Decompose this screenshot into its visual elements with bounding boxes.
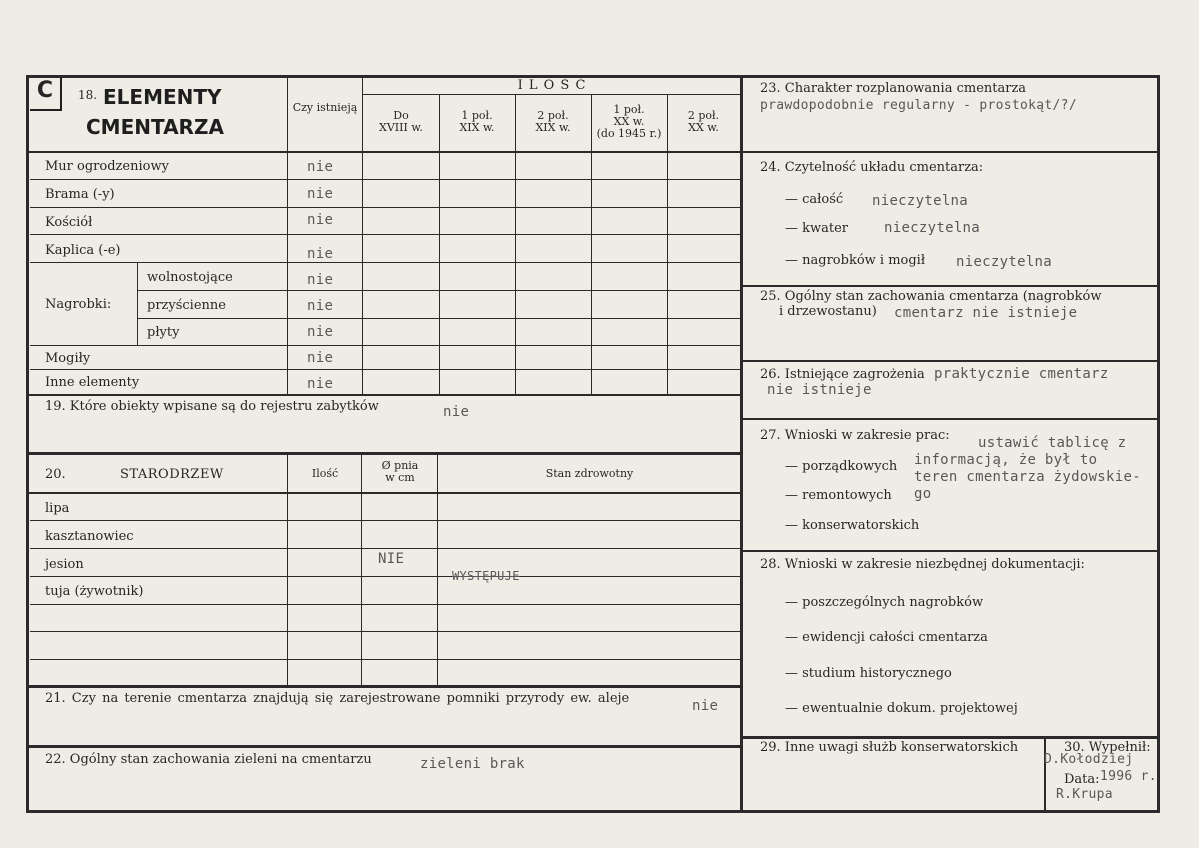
period-4-line3: (do 1945 r.)	[596, 127, 662, 140]
q30-name-2: R.Krupa	[1056, 787, 1113, 802]
element-label-chapel: Kaplica (-e)	[45, 243, 121, 258]
element-label-wall: Mur ogrodzeniowy	[45, 159, 169, 174]
q28-item-records: — ewidencji całości cmentarza	[785, 630, 988, 645]
trees-row-line-4	[30, 604, 740, 605]
element-label-other: Inne elementy	[45, 375, 140, 390]
trees-header-bottom-line	[28, 492, 740, 494]
q21-label: 21. Czy na terenie cmentarza znajdują się zarejestrowane pomniki przyrody ew. aleje	[45, 691, 630, 706]
period-2-line2: XIX w.	[459, 121, 495, 134]
section-letter: C	[36, 78, 54, 103]
element-label-freestanding: wolnostojące	[147, 270, 233, 285]
q27-answer-line4: go	[914, 486, 932, 502]
elements-row-line-7	[30, 345, 740, 346]
q24-answer-quarters: nieczytelna	[884, 220, 981, 236]
exists-value-graves: nie	[307, 350, 334, 366]
q24-item-whole: — całość	[785, 192, 844, 207]
q27-answer-line1: ustawić tablicę z	[978, 435, 1127, 451]
trees-col-diameter-line1: Ø pnia	[381, 459, 419, 472]
period-header-5	[667, 110, 740, 134]
elements-row-line-5	[138, 290, 740, 291]
trees-col-line-2	[361, 454, 362, 686]
period-3-line2: XIX w.	[535, 121, 571, 134]
q29-top-line	[742, 736, 1158, 739]
q19-top-line	[28, 394, 740, 396]
period-1-line1: Do	[393, 109, 409, 122]
period-4-line2: XX w.	[613, 115, 645, 128]
q22-answer: zieleni brak	[420, 756, 525, 772]
elements-row-line-3	[30, 234, 740, 235]
trees-col-qty: Ilość	[311, 467, 339, 480]
col-line-period-3	[591, 95, 592, 395]
col-line-period-2	[515, 95, 516, 395]
q28-item-history: — studium historycznego	[785, 666, 952, 681]
trees-row-line-6	[30, 659, 740, 660]
trees-row-line-1	[30, 520, 740, 521]
q26-top-line	[742, 360, 1158, 362]
q22-top-line	[28, 745, 740, 748]
elements-row-line-2	[30, 207, 740, 208]
period-3-line1: 2 poł.	[537, 109, 569, 122]
element-label-tombs: Nagrobki:	[45, 297, 112, 312]
q30-date-value: 1996 r.	[1100, 769, 1157, 784]
q23-label: 23. Charakter rozplanowania cmentarza	[760, 81, 1027, 96]
q26-label: 26. Istniejące zagrożenia	[760, 367, 925, 382]
q26-answer-line1: praktycznie cmentarz	[934, 366, 1109, 382]
element-label-graves: Mogiły	[45, 351, 91, 366]
elements-header-bottom-line	[28, 151, 740, 153]
tree-row-thuja: tuja (żywotnik)	[45, 584, 144, 599]
element-label-wall-mounted: przyścienne	[147, 298, 226, 313]
col-header-exists: Czy istnieją	[292, 101, 358, 114]
q24-item-quarters: — kwater	[785, 221, 849, 236]
q23-answer: prawdopodobnie regularny - prostokąt/?/	[760, 98, 1077, 113]
qty-header: I L O Ś Ć	[517, 78, 587, 93]
period-5-line1: 2 poł.	[687, 109, 720, 122]
section-letter-box	[30, 77, 62, 111]
q26-answer-line2: nie istnieje	[767, 382, 872, 398]
q24-item-tombs: — nagrobków i mogił	[785, 253, 926, 268]
q28-item-project: — ewentualnie dokum. projektowej	[785, 701, 1018, 716]
exists-value-slabs: nie	[307, 324, 334, 340]
q27-answer-line3: teren cmentarza żydowskie-	[914, 469, 1141, 485]
q30-date-label: Data:	[1064, 772, 1100, 787]
q28-top-line	[742, 550, 1158, 552]
qty-header-line	[363, 94, 740, 95]
exists-value-wall: nie	[307, 159, 334, 175]
element-label-church: Kościół	[45, 215, 93, 230]
elements-row-line-8	[30, 369, 740, 370]
frame-bottom-border	[26, 810, 1160, 813]
elements-row-line-6	[138, 318, 740, 319]
exists-value-gate: nie	[307, 186, 334, 202]
trees-stamp-none: NIE	[378, 551, 405, 567]
elements-title-line1: ELEMENTY	[103, 85, 222, 109]
q24-answer-tombs: nieczytelna	[956, 254, 1053, 270]
elements-number: 18.	[78, 88, 98, 102]
q25-answer: cmentarz nie istnieje	[894, 305, 1078, 321]
col-line-period-1	[439, 95, 440, 395]
q28-item-tombs: — poszczególnych nagrobków	[785, 595, 984, 610]
q25-top-line	[742, 285, 1158, 287]
period-header-1	[363, 110, 439, 134]
exists-value-church: nie	[307, 212, 334, 228]
trees-row-line-3	[30, 576, 740, 577]
tombs-group-divider	[137, 262, 138, 345]
element-label-gate: Brama (-y)	[45, 187, 115, 202]
q25-label-line2: i drzewostanu)	[779, 304, 877, 319]
q30-name-1: D.Kołodziej	[1044, 752, 1134, 767]
q28-label: 28. Wnioski w zakresie niezbędnej dokumentacji:	[760, 557, 1085, 572]
q25-label-line1: 25. Ogólny stan zachowania cmentarza (nagrobków	[760, 289, 1102, 304]
tree-row-chestnut: kasztanowiec	[45, 529, 134, 544]
q24-label: 24. Czytelność układu cmentarza:	[760, 160, 984, 175]
q27-top-line	[742, 418, 1158, 420]
q30-label: 30. Wypełnił:	[1064, 740, 1151, 755]
exists-value-other: nie	[307, 376, 334, 392]
trees-row-line-2	[30, 548, 740, 549]
q21-answer: nie	[692, 698, 719, 714]
q27-item-repair: — remontowych	[785, 488, 892, 503]
q19-label: 19. Które obiekty wpisane są do rejestru zabytków	[45, 399, 379, 414]
trees-stamp-occurs: WYSTĘPUJE	[452, 569, 520, 583]
period-5-line2: XX w.	[688, 121, 719, 134]
trees-row-line-5	[30, 631, 740, 632]
q29-q30-divider	[1044, 737, 1046, 811]
q29-label: 29. Inne uwagi służb konserwatorskich	[760, 740, 1019, 755]
trees-col-diameter	[363, 460, 437, 484]
col-line-exists-left	[287, 77, 288, 395]
q21-top-line	[28, 685, 740, 688]
q24-answer-whole: nieczytelna	[872, 193, 969, 209]
trees-col-line-3	[437, 454, 438, 686]
frame-right-border	[1157, 75, 1160, 813]
elements-title-line2: CMENTARZA	[86, 115, 224, 139]
exists-value-freestanding: nie	[307, 272, 334, 288]
trees-col-diameter-line2: w cm	[385, 471, 415, 484]
col-line-period-4	[667, 95, 668, 395]
q22-label: 22. Ogólny stan zachowania zieleni na cmentarzu	[45, 752, 372, 767]
trees-number: 20.	[45, 467, 66, 482]
tree-row-ash: jesion	[45, 557, 84, 572]
period-1-line2: XVIII w.	[379, 121, 423, 134]
trees-col-health: Stan zdrowotny	[545, 467, 634, 480]
period-4-line1: 1 poł.	[613, 103, 645, 116]
q27-label: 27. Wnioski w zakresie prac:	[760, 428, 950, 443]
q24-top-line	[742, 151, 1158, 153]
period-header-4	[591, 104, 667, 140]
element-label-slabs: płyty	[147, 325, 180, 340]
trees-top-line	[28, 452, 740, 455]
exists-value-wall-mounted: nie	[307, 298, 334, 314]
trees-title: STARODRZEW	[120, 467, 224, 482]
elements-row-line-1	[30, 179, 740, 180]
trees-col-line-1	[287, 454, 288, 686]
q19-answer: nie	[443, 404, 470, 420]
q27-answer-line2: informacją, że był to	[914, 452, 1098, 468]
frame-middle-border	[740, 75, 743, 813]
tree-row-linden: lipa	[45, 501, 70, 516]
q27-item-conservation: — konserwatorskich	[785, 518, 920, 533]
period-header-2	[439, 110, 515, 134]
period-header-3	[515, 110, 591, 134]
period-2-line1: 1 poł.	[461, 109, 493, 122]
exists-value-chapel: nie	[307, 246, 334, 262]
q27-item-cleanup: — porządkowych	[785, 459, 898, 474]
frame-left-border	[26, 75, 29, 813]
